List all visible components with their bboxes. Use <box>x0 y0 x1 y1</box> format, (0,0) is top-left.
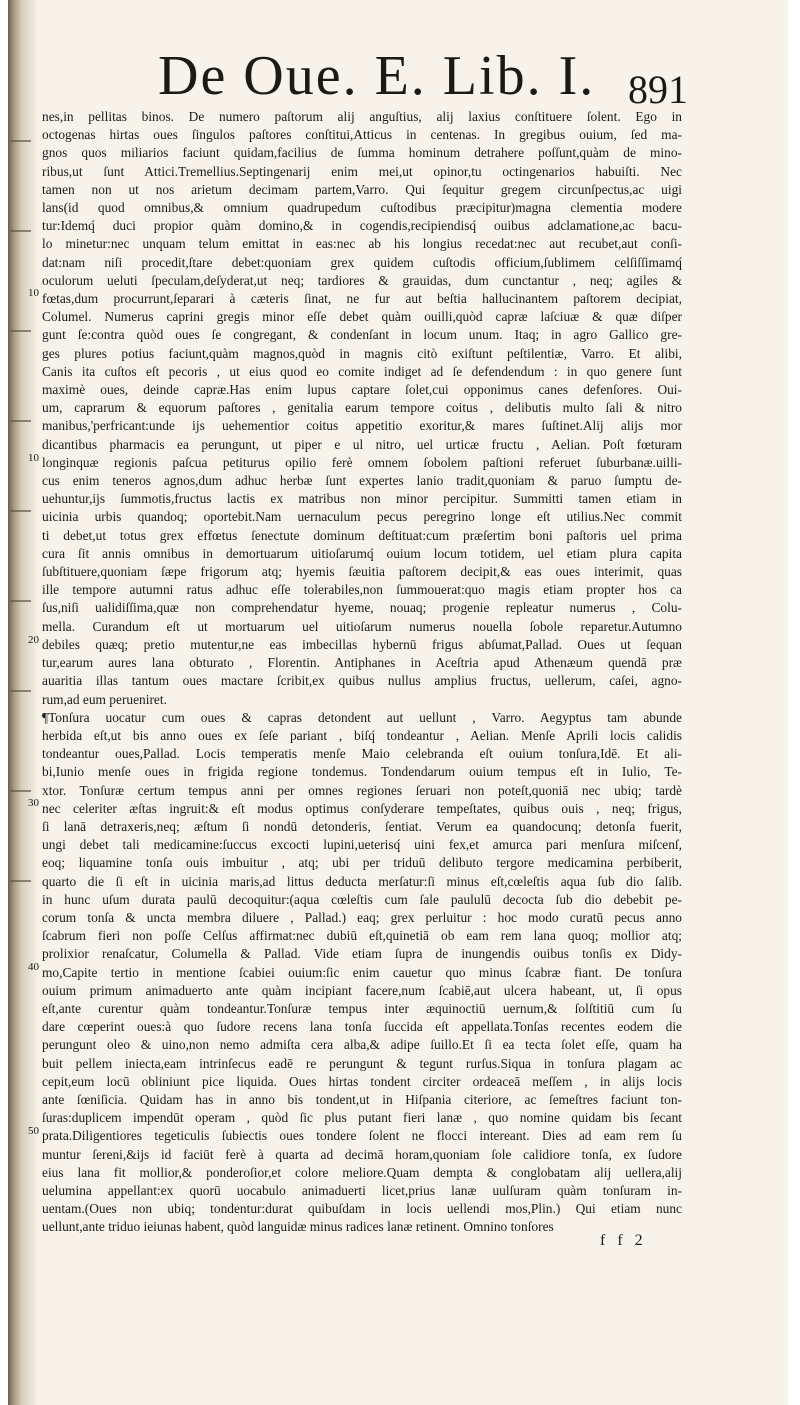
text-line: Columel. Numerus caprini gregis minor eſſe debet quàm ouilli,quòd capræ laſciuæ & quæ diſper <box>42 309 682 325</box>
text-line: bi,Iunio menſe oues in frigida regione tondemus. Tondendarum ouium tempus eſt in Iulio, Te- <box>42 764 682 780</box>
text-line: buit pellem iniecta,eam intrinſecus eadē re perungunt & tegunt rurſus.Siqua in tonſura plagam ac <box>42 1055 682 1071</box>
margin-line-number: 30 <box>28 797 39 809</box>
text-line: ſi lanā detraxeris,neq; æſtum ſi nondū detonderis, ſentiat. Verum ea quandocunq; detonſa fuerit, <box>42 818 682 834</box>
text-line: perungunt oleo & uino,non nemo admiſta cera alba,& adipe ſuillo.Et ſi ea tecta ſolet eſſe, quam ha <box>42 1037 682 1053</box>
text-line: gunt ſe:contra quòd oues ſe congregant, & condenſant in locum unum. Itaq; in agro Gallico gre- <box>42 327 682 343</box>
margin-line-number: 10 <box>28 452 39 464</box>
text-line: uehuntur,ijs ſummotis,fructus lactis ex matribus non minor percipitur. Summitti tamen etiam in <box>42 491 682 507</box>
running-head: De Oue. E. Lib. I. <box>158 45 596 107</box>
text-line: manibus,'perfricant:unde ijs uehementior coitus appetitio exoritur,& mares ſuſtinet.Alij alijs mor <box>42 418 682 434</box>
text-line: eius lana fit mollior,& ponderoſior,et colore meliore.Quam dempta & conglobatam alij uellera,alij <box>42 1164 682 1180</box>
text-line: ouium primum animaduerto ante quàm incipiant facere,num ſcabiē,aut ulcera habeant, ut, ſi opus <box>42 982 682 998</box>
text-line: herbida eſt,ut bis anno oues ex ſeſe pariant , biſq́ tondeantur , Aelian. Menſe Aprili locis calidis <box>42 727 682 743</box>
text-line: ante ſœniſicia. Quidam has in anno bis tondent,ut in Hiſpania citeriore, ac ſemeſtres faciunt ton- <box>42 1091 682 1107</box>
text-line: xtor. Tonſuræ certum tempus anni per omnes regiones ſeruari non poteſt,quoniā nec ubiq; tardè <box>42 782 682 798</box>
text-line: cepit,eum locū obliniunt pice liquida. Oues hirtas tondent circiter ordeaceā meſſem , in alijs locis <box>42 1073 682 1089</box>
text-line: um, caprarum & equorum paſtores , genitalia earum tempore coitus , delibutis multo ſali & nitro <box>42 400 682 416</box>
text-line: uentam.(Oues non ubiq; tondentur:durat quibuſdam in locis uellendi mos,Plin.) Qui etiam nunc <box>42 1201 682 1217</box>
text-line: octogenas hirtas oues ſingulos paſtores conſtitui,Atticus in centenas. In gregibus ouium, ſed ma- <box>42 127 682 143</box>
text-line: longinquæ regionis paſcua petiturus opilio ferè omnem ſobolem paſtioni referuet ſuburbanæ.uilli- <box>42 454 682 470</box>
binding-gutter <box>8 0 38 1405</box>
text-line: rum,ad eum perueniret. <box>42 691 167 707</box>
text-line: corum tonſa & uncta membra diluere , Pallad.) eaq; grex perluitur : hoc modo curatū pecus anno <box>42 909 682 925</box>
text-line: ſubſtituere,quoniam ſæpe frigorum atq; hyemis ſæuitia paſtorem decipit,& eas oues interimit, quas <box>42 564 682 580</box>
text-line: uelumina appellant:ex quorū uocabulo animaduerti licet,prius lanæ uulſuram quàm tonſuram in- <box>42 1182 682 1198</box>
text-line: Canis ita cuſtos eſt pecoris , ut eius quod eo comite indiget ad ſe defendendum : in quo genere ſunt <box>42 363 682 379</box>
text-line: ¶Tonſura uocatur cum oues & capras detondent aut uellunt , Varro. Aegyptus tam abunde <box>42 709 682 725</box>
text-line: dat:nam niſi procedit,ſtare debet:quoniam grex quidem cuſtodis officium,ſublimem celſiſſimamq́ <box>42 254 682 270</box>
text-line: uellunt,ante triduo ieiunas habent, quòd languidæ minus radices lanæ retinent. Omnino tonſores <box>42 1219 554 1235</box>
text-line: eoq; liquamine tonſa ouis imbuitur , atq; ubi per triduū delibuto tergore medicamina perbiberit, <box>42 855 682 871</box>
text-line: ges plures potius faciunt,quàm magnos,quòd in magnis citò exiſtunt peſtilentiæ, Varro. Et alibi, <box>42 345 682 361</box>
text-line: nec celeriter æſtas ingruit:& eſt modus optimus conſyderare tempeſtates, quibus ouis , neq; frigus, <box>42 800 682 816</box>
body-text <box>42 108 682 1237</box>
text-line: ſcabrum fieri non poſſe Celſus affirmat:nec dubiū eſt,quinetiā ob eam rem lana quoq; mollior atq; <box>42 928 682 944</box>
text-line: cus enim teneros agnos,dum adhuc herbæ ſunt expertes lanio tradit,quoniam & paruo ſumptu de- <box>42 473 682 489</box>
page-number: 891 <box>628 67 688 112</box>
text-line: debiles quæq; pretio mutentur,ne eas imbecillas hybernū frigus abſumat,Pallad. Oues ut ſequan <box>42 636 682 652</box>
text-line: ſus,niſi ualidiſſima,quæ non comprehendatur hyeme, nouaq; progenie repleatur numerus , Colu- <box>42 600 682 616</box>
margin-line-number: 20 <box>28 634 39 646</box>
text-line: tamen non ut nos arietum decimam partem,Varro. Qui ſequitur gregem circunſpectus,ac uigi <box>42 181 682 197</box>
text-line: quarto die ſi eſt in uicinia maris,ad littus deducta merſatur:ſi minus eſt,cœleſtis aqua ſub dio ſalib. <box>42 873 682 889</box>
margin-line-number: 40 <box>28 961 39 973</box>
margin-line-number: 50 <box>28 1125 39 1137</box>
text-line: in hunc uſum durata paulū decoquitur:(aqua cœleſtis cum ſale paululū decocta ſub dio debebit pe- <box>42 891 682 907</box>
text-line: lans(id quod omnibus,& omnium quadrupedum cuſtodibus præcipitur)magna clementia modere <box>42 200 682 216</box>
text-line: ille tempore autumni ratus adhuc eſſe tolerabiles,non ſummouerat:quo magis etiam propter hos ca <box>42 582 682 598</box>
text-line: gnos quos miliarios faciunt quidam,facilius de ſumma hominum detrahere poſſunt,quàm de mino- <box>42 145 682 161</box>
text-line: mo,Capite tertio in mentione ſcabiei ouium:ſic enim cauetur quo minus ſcabræ fiant. De tonſura <box>42 964 682 980</box>
book-page <box>8 0 788 1405</box>
text-line: maximè oues, deinde capræ.Has enim lupus captare ſolet,cui opponimus canes defenſores. Oui- <box>42 382 682 398</box>
text-line: cura ſit annis omnibus in demortuarum uitioſarumq́ ouium locum totidem, uel etiam plura capita <box>42 545 682 561</box>
text-line: auaritia illas tantum oues mactare ſcribit,ex quibus nullus amplius fructus, uellerum, caſei, agno- <box>42 673 682 689</box>
text-line: dare cœperint oues:à quo ſudore recens lana tonſa ſuccida eſt appellata.Tonſas recentes eodem die <box>42 1019 682 1035</box>
text-line: ungi debet tali medicamine:ſuccus excocti lupini,ueterisq́ uini fex,et amurca pari menſura miſcenſ, <box>42 837 682 853</box>
text-line: tur,earum aures lana obturato , Florentin. Antiphanes in Aceſtria apud Athenæum quendā præ <box>42 655 682 671</box>
text-line: prolixior renaſcatur, Columella & Pallad. Vide etiam ſupra de inungendis ouibus tonſis ex Didy- <box>42 946 682 962</box>
text-line: ti debet,ut totus grex effœtus ſenectute dominum deſtituat:cum præſertim boni paſtoris uel prima <box>42 527 682 543</box>
margin-line-number: 10 <box>28 287 39 299</box>
signature-mark: f f 2 <box>600 1232 647 1249</box>
text-line: dicantibus pharmacis ea perungunt, ut piper e ul nitro, uel urticæ fructu , Aelian. Poſt fœturam <box>42 436 682 452</box>
text-line: lo minetur:nec unquam telum emittat in eas:nec ab his longius recedat:nec aut recubet,aut conſi- <box>42 236 682 252</box>
text-line: mella. Curandum eſt ut mortuarum uel uitioſarum numerus nouella ſobole reparetur.Autumno <box>42 618 682 634</box>
text-line: oculorum ueluti ſpeculam,deſyderat,ut neq; tardiores & grauidas, dum cunctantur , neq; agiles & <box>42 272 682 288</box>
text-line: uicinia urbis quandoq; oportebit.Nam uernaculum pecus peregrino longe eſt utilius.Nec commit <box>42 509 682 525</box>
text-line: muntur ſereni,&ijs id faciūt ferè à quarta ad decimā horam,quoniam ſole calidiore tonſa, ex ſudore <box>42 1146 682 1162</box>
text-line: nes,in pellitas binos. De numero paſtorum alij anguſtius, alij laxius conſtituere ſolent. Ego in <box>42 109 682 124</box>
text-line: tondeantur oues,Pallad. Locis temperatis menſe Maio celebranda eſt ouium tonſura,Idē. Et ali- <box>42 746 682 762</box>
text-line: eſt,ante curentur quàm tondeantur.Tonſuræ tempus inter æquinoctiū uernum,& ſolſtitiū cum ſu <box>42 1000 682 1016</box>
text-line: fœtas,dum procurrunt,ſeparari à cæteris ſinat, ne fur aut beſtia hallucinantem paſtorem decipiat, <box>42 291 682 307</box>
text-line: prata.Diligentiores tegeticulis ſubiectis oues tondere ſolent ne flocci intereant. Dies ad eam rem ſu <box>42 1128 682 1144</box>
text-line: tur:Idemq́ duci propior quàm domino,& in cogendis,recipiendisq́ ouibus adclamatione,ac bacu- <box>42 218 682 234</box>
text-line: ſuras:duplicem impendūt operam , quòd ſic plus putant fieri lanæ , quo nomine quidam bis ſecant <box>42 1110 682 1126</box>
text-line: ribus,ut ſunt Attici.Tremellius.Septingenarij enim mei,ut opinor,tu octingenarios habuiſti. Nec <box>42 163 682 179</box>
